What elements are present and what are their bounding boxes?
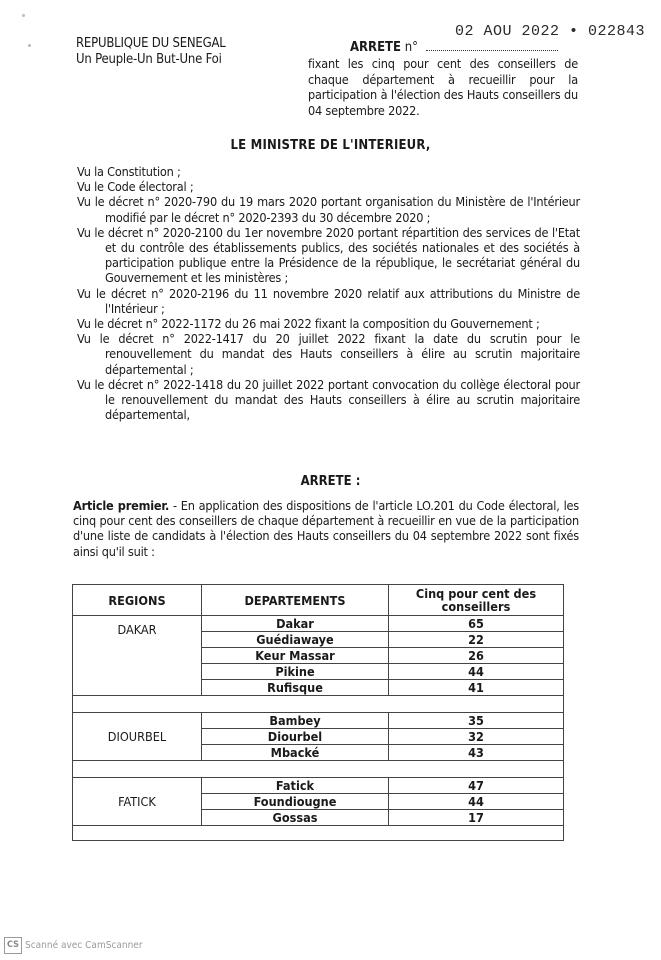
spacer-cell bbox=[73, 696, 564, 713]
region-cell: DAKAR bbox=[73, 616, 202, 696]
table-header-row bbox=[73, 585, 564, 616]
department-cell: Diourbel bbox=[202, 729, 389, 745]
value-cell: 26 bbox=[389, 648, 564, 664]
spacer-cell bbox=[73, 826, 564, 841]
article-label: Article premier. bbox=[73, 498, 170, 513]
value-cell: 44 bbox=[389, 664, 564, 680]
spacer-cell bbox=[73, 761, 564, 778]
table-spacer-row bbox=[73, 696, 564, 713]
camscanner-logo-icon: CS bbox=[4, 937, 22, 954]
arrete-label: ARRETE bbox=[350, 40, 402, 55]
arrete-number-line bbox=[350, 40, 558, 55]
value-cell: 44 bbox=[389, 794, 564, 810]
issuer-block bbox=[76, 36, 226, 68]
header-cinq-pour-cent: Cinq pour cent des conseillers bbox=[389, 585, 564, 616]
department-cell: Mbacké bbox=[202, 745, 389, 761]
scan-speck bbox=[22, 14, 25, 17]
arrete-no-suffix: n° bbox=[404, 40, 419, 55]
number-dotted-line bbox=[426, 40, 558, 51]
value-cell: 35 bbox=[389, 713, 564, 729]
department-cell: Fatick bbox=[202, 778, 389, 794]
table-row bbox=[73, 616, 564, 632]
article-premier bbox=[73, 498, 579, 559]
minister-title: LE MINISTRE DE L'INTERIEUR, bbox=[230, 138, 431, 153]
region-cell: DIOURBEL bbox=[73, 713, 202, 761]
country-name: REPUBLIQUE DU SENEGAL bbox=[76, 36, 226, 51]
visas-list bbox=[77, 164, 580, 422]
region-cell: FATICK bbox=[73, 778, 202, 826]
department-cell: Dakar bbox=[202, 616, 389, 632]
department-cell: Rufisque bbox=[202, 680, 389, 696]
table-spacer-row bbox=[73, 761, 564, 778]
value-cell: 17 bbox=[389, 810, 564, 826]
visa-item: Vu le décret n° 2022-1418 du 20 juillet 2022 portant convocation du collège électoral pour le renouvellement du mandat des Hauts conseillers à élire au scrutin majoritaire départemental, bbox=[77, 376, 580, 423]
visa-item: Vu la Constitution ; bbox=[77, 164, 181, 179]
table-row bbox=[73, 778, 564, 794]
visa-item: Vu le décret n° 2020-2196 du 11 novembre 2020 relatif aux attributions du Ministre de l'Intérieur ; bbox=[77, 285, 580, 316]
value-cell: 65 bbox=[389, 616, 564, 632]
table-row bbox=[73, 713, 564, 729]
visa-item: Vu le décret n° 2020-790 du 19 mars 2020 portant organisation du Ministère de l'Intérieur modifié par le décret n° 2020-2393 du 30 décembre 2020 ; bbox=[77, 194, 580, 225]
department-cell: Keur Massar bbox=[202, 648, 389, 664]
visa-item: Vu le Code électoral ; bbox=[77, 179, 194, 195]
camscanner-text: Scanné avec CamScanner bbox=[25, 940, 143, 951]
header-regions: REGIONS bbox=[73, 585, 202, 616]
visa-item: Vu le décret n° 2022-1417 du 20 juillet 2022 fixant la date du scrutin pour le renouvellement du mandat des Hauts conseillers à élire au scrutin majoritaire départemental ; bbox=[77, 331, 580, 377]
value-cell: 22 bbox=[389, 632, 564, 648]
department-cell: Gossas bbox=[202, 810, 389, 826]
visa-item: Vu le décret n° 2020-2100 du 1er novembre 2020 portant répartition des services de l'Etat et du contrôle des établissements publics, des sociétés nationales et des sociétés à participation publique entre la Présidence de la république, le secrétariat général du Gouvernement et les ministères ; bbox=[77, 224, 580, 286]
value-cell: 43 bbox=[389, 745, 564, 761]
national-motto: Un Peuple-Un But-Une Foi bbox=[76, 52, 222, 67]
department-cell: Bambey bbox=[202, 713, 389, 729]
department-cell: Foundiougne bbox=[202, 794, 389, 810]
conseillers-table bbox=[72, 584, 564, 841]
camscanner-watermark bbox=[4, 937, 143, 954]
date-number-stamp: 02 AOU 2022 • 022843 bbox=[455, 23, 646, 40]
arrete-heading: ARRETE : bbox=[300, 474, 361, 489]
scan-speck bbox=[28, 44, 31, 47]
table-spacer-row bbox=[73, 826, 564, 841]
visa-item: Vu le décret n° 2022-1172 du 26 mai 2022 fixant la composition du Gouvernement ; bbox=[77, 316, 540, 332]
header-departements: DEPARTEMENTS bbox=[202, 585, 389, 616]
value-cell: 47 bbox=[389, 778, 564, 794]
value-cell: 32 bbox=[389, 729, 564, 745]
value-cell: 41 bbox=[389, 680, 564, 696]
department-cell: Pikine bbox=[202, 664, 389, 680]
department-cell: Guédiawaye bbox=[202, 632, 389, 648]
arrete-subject: fixant les cinq pour cent des conseillers de chaque département à recueillir pour la participation à l'élection des Hauts conseillers du 04 septembre 2022. bbox=[308, 56, 578, 118]
article-text: - En application des dispositions de l'article LO.201 du Code électoral, les cinq pour cent des conseillers de chaque département à recueillir en vue de la participation d'une liste de candidats à l'élection des Hauts conseillers du 04 septembre 2022 sont fixés ainsi qu'il suit : bbox=[73, 498, 579, 559]
